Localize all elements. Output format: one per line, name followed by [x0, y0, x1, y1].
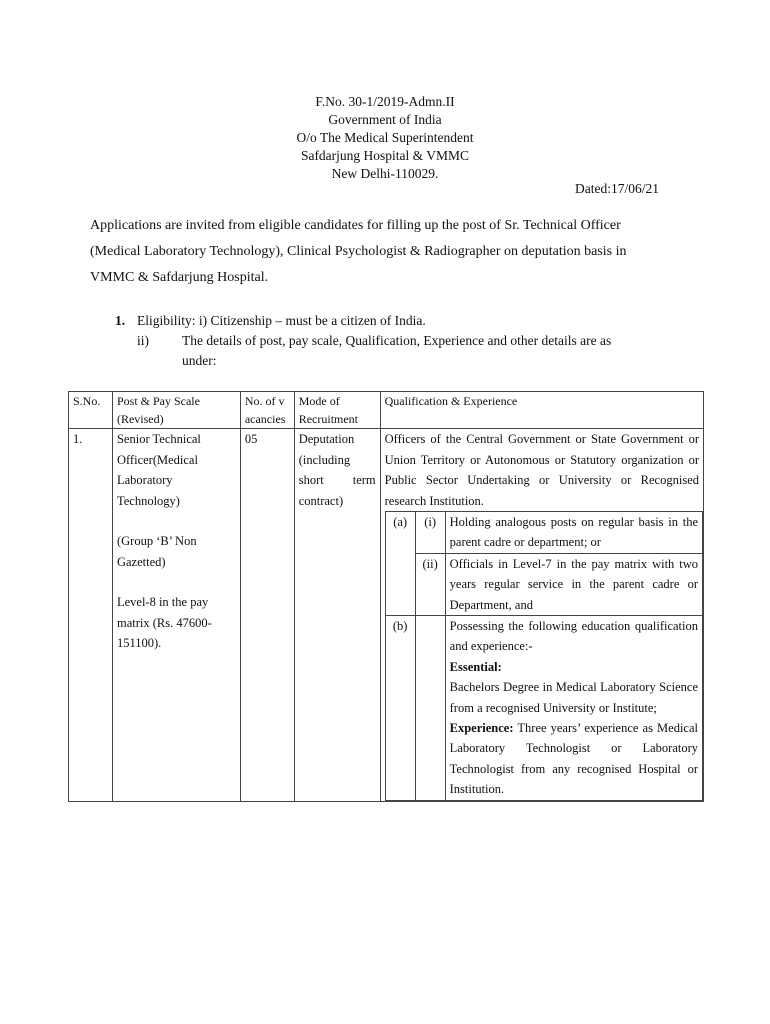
header-sno: S.No. [69, 392, 113, 429]
sub-row-a-ii [385, 553, 702, 615]
office-line: O/o The Medical Superintendent [296, 130, 474, 145]
post-name: Senior Technical Officer(Medical Laboratory Technology) [116, 432, 201, 508]
eligibility-number: 1. [115, 313, 126, 328]
eligibility-text: Eligibility: i) Citizenship – must be a citizen of India. [137, 313, 426, 328]
row-qualification-cell [380, 429, 703, 802]
experience-text: Three years’ experience as Medical Laboratory Technologist or Laboratory Technologist from any recognised Hospital or Institution. [449, 721, 698, 797]
post-group: (Group ‘B’ Non Gazetted) [116, 534, 197, 569]
label-b: (b) [385, 616, 415, 801]
sub-row-a-i [385, 512, 702, 554]
date-line: Dated:17/06/21 [575, 181, 659, 196]
post-details-table [68, 391, 704, 802]
qualification-subtable [385, 511, 703, 801]
header-post: Post & Pay Scale (Revised) [112, 392, 240, 429]
intro-line-2: (Medical Laboratory Technology), Clinical Psychologist & Radiographer on deputation basis in [90, 244, 627, 259]
label-a: (a) [385, 512, 415, 616]
eligibility-sub-line-1: The details of post, pay scale, Qualification, Experience and other details are as [182, 333, 612, 348]
text-a-i: Holding analogous posts on regular basis in the parent cadre or department; or [445, 512, 702, 554]
government-line: Government of India [328, 112, 442, 127]
essential-label: Essential: [449, 659, 502, 674]
text-a-ii: Officials in Level-7 in the pay matrix with two years regular service in the parent cadre or Department, and [445, 553, 702, 615]
eligibility-sub-line-2: under: [182, 353, 217, 368]
pay-level: Level-8 in the pay matrix (Rs. 47600-151100). [116, 595, 212, 650]
experience-label: Experience: [449, 721, 514, 736]
text-b-cell [445, 616, 702, 801]
header-mode: Mode of Recruitment [294, 392, 380, 429]
file-number: F.No. 30-1/2019-Admn.II [315, 94, 455, 109]
essential-text: Bachelors Degree in Medical Laboratory Science from a recognised University or Institute; [449, 680, 698, 715]
text-b: Possessing the following education qualification and experience:- [449, 619, 698, 654]
row-mode: Deputation (including short term contract) [294, 429, 380, 802]
table-row [69, 429, 704, 802]
header-vacancies: No. of vacancies [240, 392, 294, 429]
row-post-cell [112, 429, 240, 802]
header-qualification: Qualification & Experience [380, 392, 703, 429]
eligibility-sub-number: ii) [137, 333, 149, 348]
qualification-intro: Officers of the Central Government or State Government or Union Territory or Autonomous or Statutory organization or Public Sector Undertaking or University or Recognised research Institution. [384, 432, 699, 508]
intro-line-3: VMMC & Safdarjung Hospital. [90, 270, 269, 285]
row-sno: 1. [69, 429, 113, 802]
empty-cell [415, 616, 445, 801]
intro-line-1: Applications are invited from eligible candidates for filling up the post of Sr. Technical Officer [90, 218, 621, 233]
sub-row-b [385, 616, 702, 801]
city-line: New Delhi-110029. [331, 166, 439, 181]
table-header-row [69, 392, 704, 429]
hospital-line: Safdarjung Hospital & VMMC [300, 148, 470, 163]
row-vacancies: 05 [240, 429, 294, 802]
label-a-ii: (ii) [415, 553, 445, 615]
label-a-i: (i) [415, 512, 445, 554]
